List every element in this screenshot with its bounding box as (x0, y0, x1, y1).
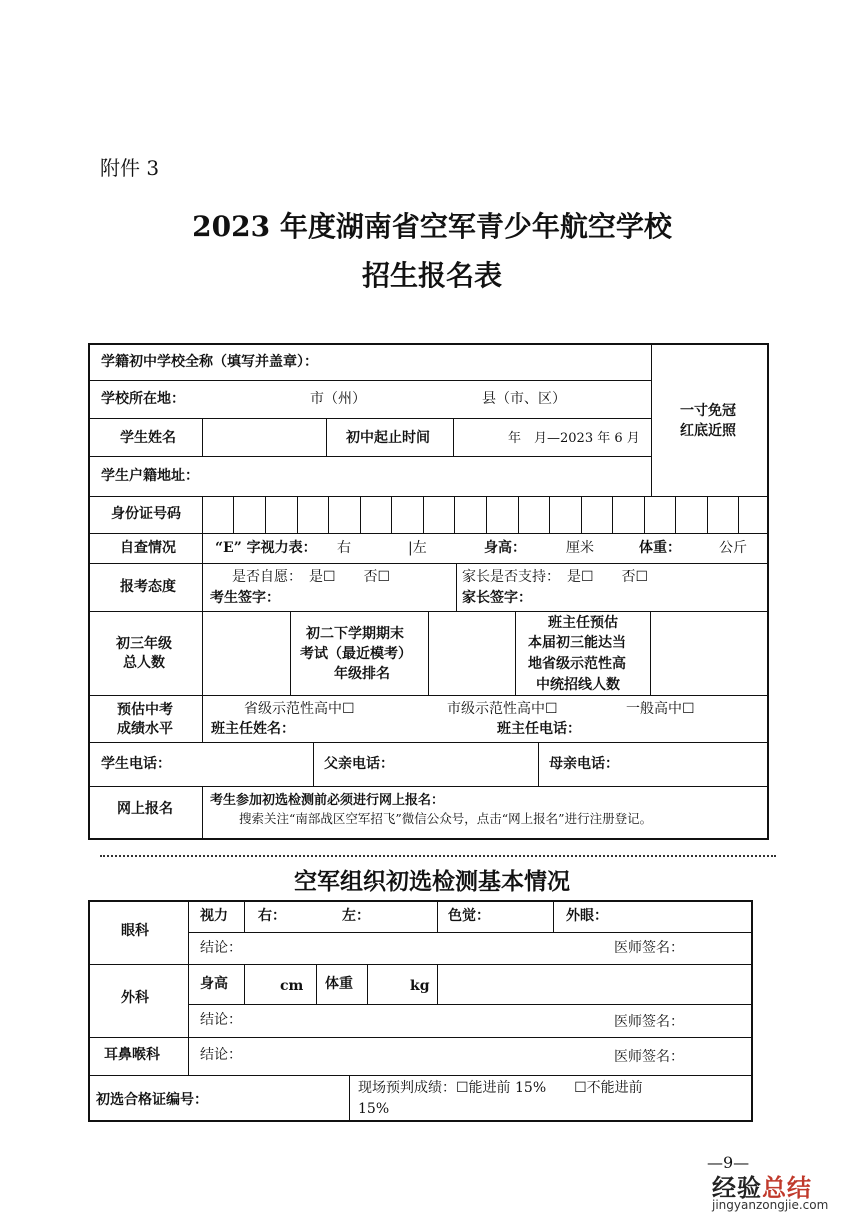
father-phone-label: 父亲电话： (324, 756, 394, 772)
student-name-label: 学生姓名 (120, 430, 176, 446)
estimate-score-line1: 预估中考 (117, 702, 173, 718)
watermark-url: jingyanzongjie.com (712, 1198, 829, 1212)
kg-label: kg (410, 978, 430, 994)
teacher-estimate-line4: 中统招线人数 (536, 677, 620, 693)
surgery-doctor-sign-label: 医师签名： (614, 1014, 684, 1030)
left-eye-label: |左 (408, 540, 427, 556)
surgery-label: 外科 (121, 990, 149, 1006)
online-reg-note-1: 考生参加初选检测前必须进行网上报名： (210, 793, 445, 808)
online-reg-label: 网上报名 (117, 801, 173, 817)
city-label: 市（州） (310, 391, 366, 407)
photo-note-line2: 红底近照 (680, 423, 736, 439)
municipal-checkbox[interactable]: 市级示范性高中☐ (447, 701, 558, 717)
teacher-estimate-line1: 班主任预估 (548, 615, 618, 631)
onsite-result-label[interactable]: 现场预判成绩：☐能进前 15% ☐不能进前 (358, 1080, 643, 1096)
ophthalmology-label: 眼科 (121, 923, 149, 939)
provincial-checkbox[interactable]: 省级示范性高中☐ (244, 701, 355, 717)
ent-doctor-sign-label: 医师签名： (614, 1049, 684, 1065)
teacher-estimate-line2: 本届初三能达当 (528, 635, 626, 651)
height-label: 身高： (484, 540, 526, 556)
teacher-estimate-line3: 地省级示范性高 (528, 656, 626, 672)
grade-total-line2: 总人数 (123, 655, 165, 671)
section-title: 空军组织初选检测基本情况 (294, 868, 570, 895)
cut-line (100, 855, 776, 857)
cm-label: cm (280, 978, 304, 994)
eye-chart-label: “E” 字视力表： (215, 540, 317, 556)
household-address-label: 学生户籍地址： (101, 468, 199, 484)
exam-rank-line1: 初二下学期期末 (306, 626, 404, 642)
page-number: —9— (707, 1153, 750, 1172)
mother-phone-label: 母亲电话： (549, 756, 619, 772)
general-checkbox[interactable]: 一般高中☐ (626, 701, 695, 717)
parent-support-checkbox[interactable]: 家长是否支持： 是☐ 否☐ (462, 569, 649, 585)
online-reg-note-2: 搜索关注“南部战区空军招飞”微信公众号，点击“网上报名”进行注册登记。 (239, 811, 653, 826)
watermark-logo: 经验总结 (712, 1174, 812, 1202)
right-vision-label: 右： (258, 908, 286, 924)
outer-eye-label: 外眼： (566, 908, 608, 924)
id-number-label: 身份证号码 (111, 506, 181, 522)
grade-total-line1: 初三年级 (116, 636, 172, 652)
teacher-phone-label: 班主任电话： (497, 721, 581, 737)
page-subtitle: 招生报名表 (361, 259, 502, 292)
photo-note-line1: 一寸免冠 (680, 403, 736, 419)
eye-conclusion-label: 结论： (200, 940, 242, 956)
self-check-label: 自查情况 (120, 540, 176, 556)
ent-label: 耳鼻喉科 (104, 1047, 160, 1063)
page-title: 2023 年度湖南省空军青少年航空学校 (192, 210, 672, 243)
student-sign-label: 考生签字： (210, 590, 280, 606)
cm-unit: 厘米 (566, 540, 594, 556)
height-exam-label: 身高 (200, 976, 228, 992)
student-phone-label: 学生电话： (101, 756, 171, 772)
eye-doctor-sign-label: 医师签名： (614, 940, 684, 956)
teacher-name-label: 班主任姓名： (211, 721, 295, 737)
annex-label: 附件 3 (100, 156, 160, 180)
county-label: 县（市、区） (482, 391, 566, 407)
attitude-label: 报考态度 (120, 579, 176, 595)
ent-conclusion-label: 结论： (200, 1047, 242, 1063)
right-eye-label: 右 (337, 540, 351, 556)
junior-period-label: 初中起止时间 (346, 430, 430, 446)
estimate-score-line2: 成绩水平 (117, 721, 173, 737)
onsite-result-percent: 15% (358, 1101, 390, 1117)
school-location-label: 学校所在地： (101, 391, 185, 407)
kg-unit: 公斤 (719, 540, 747, 556)
period-value: 年 月—2023 年 6 月 (508, 431, 640, 446)
voluntary-checkbox[interactable]: 是否自愿： 是☐ 否☐ (232, 569, 391, 585)
surgery-conclusion-label: 结论： (200, 1012, 242, 1028)
left-vision-label: 左： (342, 908, 370, 924)
exam-rank-line3: 年级排名 (334, 666, 390, 682)
cert-number-label: 初选合格证编号： (96, 1092, 208, 1108)
vision-label: 视力 (200, 908, 228, 924)
parent-sign-label: 家长签字： (462, 590, 532, 606)
school-fullname-label: 学籍初中学校全称（填写并盖章）： (101, 354, 318, 370)
weight-exam-label: 体重 (325, 976, 353, 992)
weight-label: 体重： (639, 540, 681, 556)
exam-rank-line2: 考试（最近模考） (300, 646, 412, 662)
color-vision-label: 色觉： (448, 908, 490, 924)
